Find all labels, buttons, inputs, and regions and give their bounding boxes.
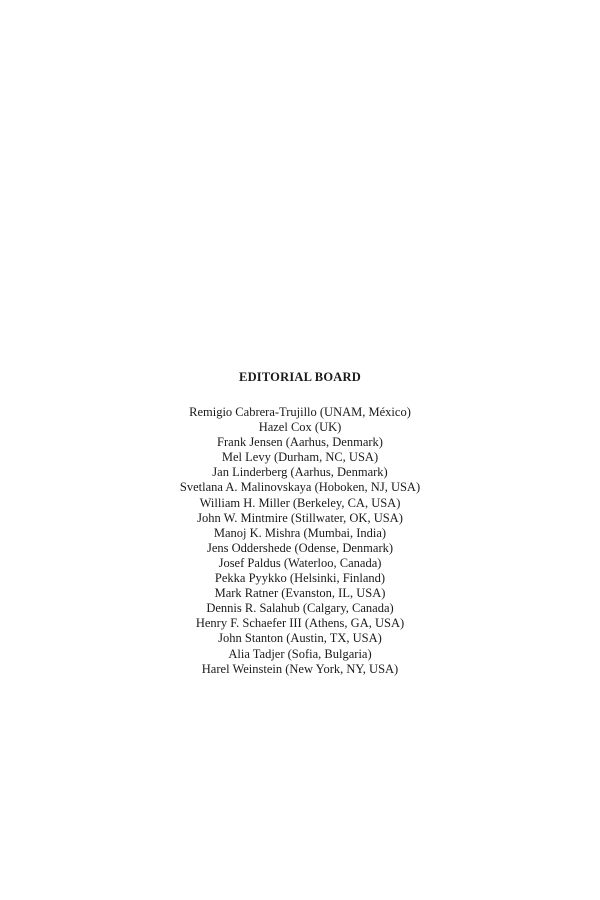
board-member: Mark Ratner (Evanston, IL, USA): [214, 586, 386, 601]
board-member: Dennis R. Salahub (Calgary, Canada): [206, 601, 394, 616]
board-member: Manoj K. Mishra (Mumbai, India): [213, 525, 387, 540]
board-member: Josef Paldus (Waterloo, Canada): [218, 555, 382, 570]
board-member: Hazel Cox (UK): [258, 420, 342, 435]
editorial-board-list: [0, 405, 600, 677]
board-member: Remigio Cabrera-Trujillo (UNAM, México): [189, 405, 411, 419]
board-member: Jens Oddershede (Odense, Denmark): [206, 540, 394, 555]
board-member: Mel Levy (Durham, NC, USA): [221, 450, 379, 465]
board-member: Pekka Pyykko (Helsinki, Finland): [214, 571, 386, 586]
board-member: Frank Jensen (Aarhus, Denmark): [217, 435, 383, 450]
board-member: John W. Mintmire (Stillwater, OK, USA): [197, 510, 403, 525]
board-member: Svetlana A. Malinovskaya (Hoboken, NJ, USA): [179, 480, 421, 495]
editorial-board-heading: EDITORIAL BOARD: [239, 370, 361, 384]
board-member: John Stanton (Austin, TX, USA): [218, 631, 382, 646]
board-member: Henry F. Schaefer III (Athens, GA, USA): [195, 616, 405, 631]
board-member: Harel Weinstein (New York, NY, USA): [201, 661, 399, 676]
board-member: Jan Linderberg (Aarhus, Denmark): [212, 465, 388, 480]
board-member: William H. Miller (Berkeley, CA, USA): [199, 495, 401, 510]
editorial-board-section: [0, 367, 600, 677]
board-member: Alia Tadjer (Sofia, Bulgaria): [228, 646, 372, 661]
